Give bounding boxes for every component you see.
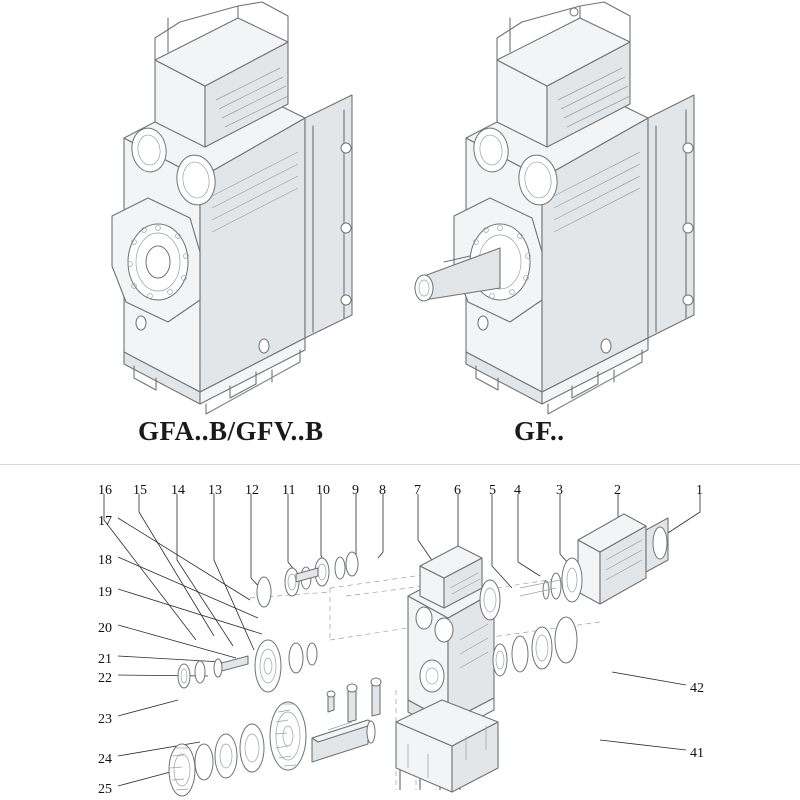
exploded-shaft-upper: [257, 552, 358, 607]
callout-number-6: 6: [454, 483, 461, 498]
caption-gfa-b-gfv-b: GFA..B/GFV..B: [138, 416, 324, 446]
gearbox-gf-line-drawing: [415, 2, 694, 414]
callout-number-17: 17: [98, 514, 112, 529]
callout-number-11: 11: [282, 483, 296, 498]
callout-number-8: 8: [379, 483, 386, 498]
callout-number-10: 10: [316, 483, 330, 498]
callout-number-22: 22: [98, 671, 112, 686]
callout-number-15: 15: [133, 483, 147, 498]
section-divider: [0, 464, 800, 465]
gearbox-gfa-b-gfv-b-line-drawing: [112, 2, 352, 414]
callout-number-21: 21: [98, 652, 112, 667]
callout-number-2: 2: [614, 483, 621, 498]
callout-number-23: 23: [98, 712, 112, 727]
callout-number-24: 24: [98, 752, 112, 767]
exploded-motor-adapter: [543, 514, 668, 604]
caption-gf: GF..: [514, 416, 565, 446]
callout-number-25: 25: [98, 782, 112, 797]
callout-number-5: 5: [489, 483, 496, 498]
callout-number-20: 20: [98, 621, 112, 636]
callout-number-12: 12: [245, 483, 259, 498]
exploded-view-group: [104, 494, 700, 796]
callout-number-9: 9: [352, 483, 359, 498]
callout-number-4: 4: [514, 483, 521, 498]
callout-number-19: 19: [98, 585, 112, 600]
exploded-bolts: [327, 678, 381, 722]
callout-number-7: 7: [414, 483, 421, 498]
callout-number-3: 3: [556, 483, 563, 498]
exploded-gear-lower: [169, 702, 375, 796]
callout-number-41: 41: [690, 746, 704, 761]
callout-number-1: 1: [696, 483, 703, 498]
callout-number-14: 14: [171, 483, 185, 498]
callout-number-18: 18: [98, 553, 112, 568]
callout-number-16: 16: [98, 483, 112, 498]
callout-number-13: 13: [208, 483, 222, 498]
callout-number-42: 42: [690, 681, 704, 696]
